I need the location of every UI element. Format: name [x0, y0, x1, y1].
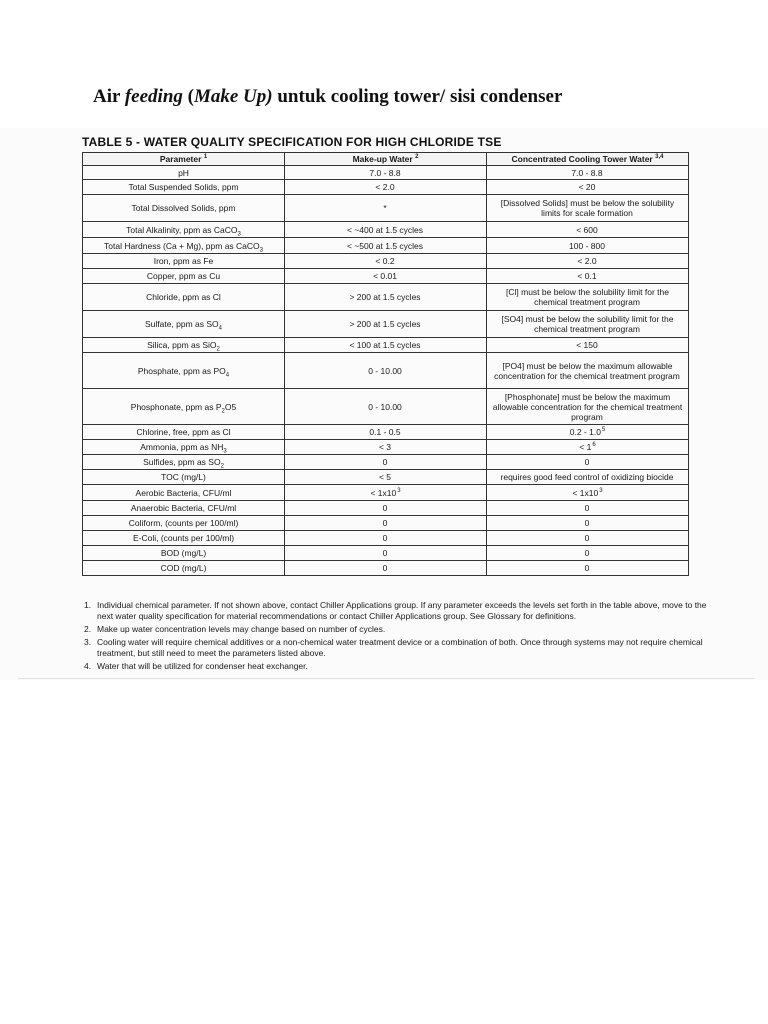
makeup-cell: [285, 485, 487, 501]
makeup-cell: [285, 455, 487, 470]
header-makeup-water: Make-up Water $^2$: [285, 153, 487, 166]
param-cell: [83, 222, 285, 238]
param-cell-param: Total Dissolved Solids, ppm: [131, 203, 236, 213]
makeup-cell: [285, 180, 487, 195]
header-concentrated-water: Concentrated Cooling Tower Water $^{3,4}$: [487, 153, 689, 166]
makeup-cell: [285, 531, 487, 546]
makeup-cell: [285, 516, 487, 531]
table-row: [83, 195, 689, 222]
makeup-cell-makeup: 0: [382, 548, 388, 558]
conc-cell: [487, 238, 689, 254]
makeup-cell-makeup: < 100 at 1.5 cycles: [349, 340, 421, 350]
conc-cell: [487, 284, 689, 311]
param-cell-param: Sulfate, ppm as SO: [144, 319, 219, 329]
makeup-cell-makeup: < ~500 at 1.5 cycles: [346, 240, 424, 251]
table-row: [83, 501, 689, 516]
param-cell-sub: 3: [259, 247, 263, 254]
makeup-cell-makeup: > 200 at 1.5 cycles: [349, 292, 421, 302]
param-cell-param: pH: [178, 167, 189, 178]
makeup-cell: [285, 338, 487, 353]
param-cell-param: TOC (mg/L): [161, 472, 206, 482]
makeup-cell-makeup: 0 - 10.00: [368, 401, 402, 412]
makeup-cell-makeup: < 1x10: [370, 487, 397, 498]
param-cell: [83, 470, 285, 485]
param-cell: [83, 501, 285, 516]
param-cell-param: Total Hardness (Ca + Mg), ppm as CaCO: [104, 240, 260, 251]
table-row: [83, 425, 689, 440]
scan-bottom-edge: [18, 678, 755, 679]
conc-cell: [487, 311, 689, 338]
heading-part-1: Air: [93, 86, 125, 107]
param-cell: [83, 166, 285, 180]
table-row: [83, 455, 689, 470]
param-cell: [83, 311, 285, 338]
param-cell: [83, 180, 285, 195]
conc-cell-conc: [Dissolved Solids] must be below the solubility limits for scale formation: [500, 198, 675, 218]
param-cell: [83, 546, 285, 561]
table-row: [83, 470, 689, 485]
makeup-cell: [285, 389, 487, 425]
conc-cell-conc: [Phosphonate] must be below the maximum allowable concentration for the chemical treatment program: [492, 391, 683, 422]
conc-cell: [487, 254, 689, 269]
param-cell: [83, 195, 285, 222]
conc-cell: [487, 425, 689, 440]
table-title: TABLE 5 - WATER QUALITY SPECIFICATION FOR HIGH CHLORIDE TSE: [82, 135, 502, 149]
conc-cell-conc: < 150: [576, 340, 598, 350]
param-cell: [83, 238, 285, 254]
table-row: [83, 222, 689, 238]
makeup-cell: [285, 238, 487, 254]
table-row: [83, 254, 689, 269]
makeup-cell-makeup: < 5: [378, 472, 392, 482]
param-cell-param: Anaerobic Bacteria, CFU/ml: [130, 503, 237, 513]
footnote-4: 4. Water that will be utilized for condenser heat exchanger.: [84, 661, 308, 671]
makeup-cell-makeup: 0: [382, 457, 388, 467]
param-cell-sub: 4: [225, 372, 230, 379]
param-cell: [83, 561, 285, 576]
conc-cell: [487, 269, 689, 284]
param-cell-sub: 2: [221, 408, 225, 415]
conc-cell: [487, 501, 689, 516]
makeup-cell: [285, 440, 487, 455]
conc-cell-conc: 0: [584, 457, 590, 467]
makeup-cell: [285, 284, 487, 311]
conc-cell: [487, 389, 689, 425]
param-cell: [83, 353, 285, 389]
makeup-cell: [285, 195, 487, 222]
conc-cell-conc: < 2.0: [577, 256, 597, 266]
makeup-cell-makeup: 7.0 - 8.8: [369, 167, 401, 178]
conc-cell-conc: 0: [584, 503, 590, 513]
conc-cell: [487, 561, 689, 576]
param-cell-param: Chloride, ppm as Cl: [146, 292, 221, 302]
conc-cell-conc: 0: [584, 518, 590, 528]
param-cell-param: Phosphonate, ppm as P: [130, 401, 222, 412]
conc-cell: [487, 195, 689, 222]
makeup-cell: [285, 166, 487, 180]
param-cell-param: Sulfides, ppm as SO: [143, 457, 221, 467]
param-cell-sub: 3: [237, 231, 241, 238]
heading-part-3: (: [182, 86, 194, 107]
param-cell-sub: 4: [218, 325, 223, 332]
param-cell: [83, 455, 285, 470]
conc-cell-conc: < 20: [578, 182, 596, 192]
footnote-1: 1. Individual chemical parameter. If not shown above, contact Chiller Applications group. If any parameter exceeds the levels set forth in the table above, move to the next water quality specification for material recommendations or contact Chiller Applications group. See Glossary for definitions.: [84, 600, 707, 621]
param-cell: [83, 440, 285, 455]
makeup-cell-makeup: 0.1 - 0.5: [369, 427, 401, 437]
param-cell: [83, 284, 285, 311]
table-row: [83, 284, 689, 311]
conc-cell-conc: < 0.1: [577, 271, 597, 281]
conc-cell-conc: 0.2 - 1.0: [569, 427, 601, 437]
param-cell: [83, 338, 285, 353]
footnote-3: 3. Cooling water will require chemical additives or a non-chemical water treatment device or a combination of both. Once through systems may not require chemical treatment, but still need to meet the parameters listed above.: [84, 637, 703, 658]
conc-cell-conc: 7.0 - 8.8: [571, 167, 603, 178]
conc-cell-conc: [PO4] must be below the maximum allowable concentration for the chemical treatment program: [494, 360, 680, 381]
makeup-cell-makeup: 0: [382, 518, 388, 528]
param-cell-param: Ammonia, ppm as NH: [140, 442, 224, 452]
table-row: [83, 269, 689, 284]
param-cell-param: Total Alkalinity, ppm as CaCO: [126, 224, 238, 235]
table-row: [83, 561, 689, 576]
water-quality-table: [82, 152, 689, 576]
table-row: [83, 311, 689, 338]
conc-cell-conc: < 1: [579, 442, 592, 452]
param-cell-param: Chlorine, free, ppm as Cl: [136, 427, 231, 437]
makeup-cell-makeup: 0: [382, 563, 388, 573]
param-cell: [83, 254, 285, 269]
conc-cell: [487, 516, 689, 531]
conc-cell-conc-sup: 6: [592, 442, 596, 449]
conc-cell-conc-sup: 5: [601, 427, 606, 434]
conc-cell: [487, 440, 689, 455]
makeup-cell: [285, 222, 487, 238]
conc-cell-conc: [Cl] must be below the solubility limit for the chemical treatment program: [506, 287, 669, 307]
heading-part-4: Make Up): [193, 86, 273, 107]
param-cell-sub: 3: [223, 448, 227, 455]
page-heading: [93, 86, 562, 108]
makeup-cell-makeup: 0: [382, 503, 388, 513]
param-cell-param: Silica, ppm as SiO: [147, 340, 217, 350]
conc-cell-conc: < 1x10: [572, 487, 599, 498]
table-row: [83, 353, 689, 389]
footnotes: [84, 600, 724, 674]
param-cell-suffix: O5: [224, 401, 237, 412]
param-cell: [83, 389, 285, 425]
makeup-cell: [285, 425, 487, 440]
param-cell-param: Aerobic Bacteria, CFU/ml: [135, 487, 232, 498]
table-row: [83, 338, 689, 353]
param-cell-param: Coliform, (counts per 100/ml): [128, 518, 239, 528]
makeup-cell: [285, 561, 487, 576]
param-cell-param: Iron, ppm as Fe: [153, 256, 214, 266]
table-row: [83, 180, 689, 195]
table-row: [83, 238, 689, 254]
conc-cell-conc-sup: 3: [599, 487, 603, 494]
table-header-row: [83, 153, 689, 166]
param-cell-param: Copper, ppm as Cu: [146, 271, 221, 281]
param-cell-sub: 2: [220, 463, 224, 470]
conc-cell: [487, 455, 689, 470]
makeup-cell: [285, 353, 487, 389]
table-row: [83, 166, 689, 180]
table-row: [83, 516, 689, 531]
conc-cell-conc: requires good feed control of oxidizing biocide: [500, 472, 674, 482]
conc-cell-conc: 100 - 800: [569, 240, 605, 251]
conc-cell: [487, 180, 689, 195]
makeup-cell: [285, 546, 487, 561]
heading-part-5: untuk cooling tower/ sisi condenser: [272, 86, 563, 107]
param-cell: [83, 269, 285, 284]
param-cell-param: BOD (mg/L): [160, 548, 207, 558]
table-row: [83, 389, 689, 425]
param-cell-param: Phosphate, ppm as PO: [137, 365, 226, 376]
makeup-cell: [285, 501, 487, 516]
conc-cell-conc: 0: [584, 563, 590, 573]
conc-cell: [487, 546, 689, 561]
header-parameter: Parameter $^1$: [83, 153, 285, 166]
footnote-2: 2. Make up water concentration levels may change based on number of cycles.: [84, 624, 386, 634]
makeup-cell-makeup: < 2.0: [375, 182, 395, 192]
param-cell-sub: 2: [216, 346, 220, 353]
makeup-cell-makeup: 0 - 10.00: [368, 365, 402, 376]
conc-cell-conc: 0: [584, 533, 590, 543]
conc-cell-conc: < 600: [576, 224, 598, 235]
param-cell: [83, 485, 285, 501]
conc-cell: [487, 470, 689, 485]
makeup-cell-makeup-sup: 3: [397, 487, 401, 494]
conc-cell-conc: [SO4] must be below the solubility limit for the chemical treatment program: [501, 314, 674, 334]
makeup-cell-makeup: < 3: [378, 442, 392, 452]
conc-cell: [487, 353, 689, 389]
conc-cell: [487, 222, 689, 238]
makeup-cell: [285, 254, 487, 269]
table-row: [83, 546, 689, 561]
conc-cell: [487, 338, 689, 353]
makeup-cell-makeup: < 0.2: [375, 256, 395, 266]
conc-cell-conc: 0: [584, 548, 590, 558]
makeup-cell-makeup: < ~400 at 1.5 cycles: [346, 224, 424, 235]
table-row: [83, 485, 689, 501]
makeup-cell: [285, 269, 487, 284]
table-body: [83, 166, 689, 576]
table-row: [83, 440, 689, 455]
table-row: [83, 531, 689, 546]
param-cell: [83, 516, 285, 531]
makeup-cell-makeup: 0: [382, 533, 388, 543]
makeup-cell: [285, 311, 487, 338]
conc-cell: [487, 485, 689, 501]
makeup-cell-makeup: *: [383, 203, 387, 213]
param-cell: [83, 425, 285, 440]
param-cell-param: E-Coli, (counts per 100/ml): [132, 533, 235, 543]
conc-cell: [487, 166, 689, 180]
param-cell: [83, 531, 285, 546]
makeup-cell-makeup: > 200 at 1.5 cycles: [349, 319, 421, 329]
makeup-cell-makeup: < 0.01: [373, 271, 397, 281]
param-cell-param: Total Suspended Solids, ppm: [128, 182, 239, 192]
param-cell-param: COD (mg/L): [160, 563, 207, 573]
makeup-cell: [285, 470, 487, 485]
heading-part-2: feeding: [124, 86, 183, 107]
conc-cell: [487, 531, 689, 546]
